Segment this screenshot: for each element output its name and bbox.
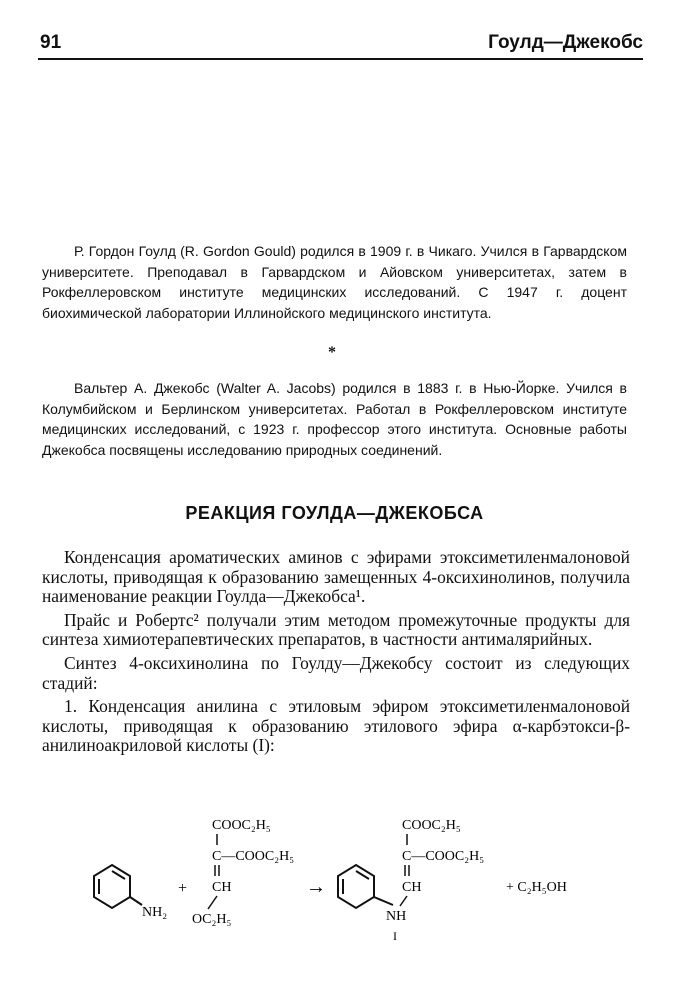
product-amine-bond — [400, 896, 407, 906]
section-title: РЕАКЦИЯ ГОУЛДА—ДЖЕКОБСА — [185, 503, 484, 523]
reagent-ethoxy: OC₂H₅ — [192, 912, 232, 927]
running-title: Гоулд—Джекобс — [488, 32, 643, 53]
product-ch: CH — [402, 880, 422, 895]
header-rule — [38, 58, 643, 60]
product-ring — [338, 865, 393, 908]
page-number: 91 — [40, 32, 62, 53]
product-nh: NH — [386, 909, 407, 924]
section-body — [42, 548, 630, 760]
biography-gould — [42, 241, 627, 323]
product-carbon: C—COOC₂H₅ — [402, 849, 485, 864]
paragraph-definition: Конденсация ароматических аминов с эфирами этоксиметиленмалоновой кислоты, приводящая к образованию замещенных 4-оксихинолинов, получила наименование реакции Гоулда—Джекобса¹. — [42, 547, 630, 607]
biography-jacobs — [42, 378, 627, 460]
reagent-ch: CH — [212, 880, 232, 895]
reaction-scheme — [60, 805, 660, 955]
aniline-amine-label: NH₂ — [142, 905, 168, 920]
biography-jacobs-text: Вальтер А. Джекобс (Walter A. Jacobs) родился в 1883 г. в Нью-Йорке. Учился в Колумбийском и Берлинском университетах. Работал в Рокфеллеровском институте медицинских исследований, с 1923 г. профессор этого института. Основные работы Джекобса посвящены исследованию природных соединений. — [42, 380, 627, 458]
byproduct-ethanol: + C₂H₅OH — [506, 880, 567, 895]
aniline-ring — [94, 865, 142, 908]
product-label: I — [393, 929, 397, 943]
plus-sign: + — [178, 880, 188, 897]
separator-asterisk: * — [328, 344, 336, 361]
reagent-carbon: C—COOC₂H₅ — [212, 849, 295, 864]
reagent-ester-top: COOC₂H₅ — [212, 818, 271, 833]
biography-gould-text: Р. Гордон Гоулд (R. Gordon Gould) родился в 1909 г. в Чикаго. Учился в Гарвардском университете. Преподавал в Гарвардском и Айовском университетах, затем в Рокфеллеровском институте медицинских исследований. С 1947 г. доцент биохимической лаборатории Иллинойского медицинского института. — [42, 243, 627, 321]
paragraph-stage-one: 1. Конденсация анилина с этиловым эфиром этоксиметиленмалоновой кислоты, приводящая к образованию этилового эфира α-карбэтокси-β-анилиноакриловой кислоты (I): — [42, 696, 630, 756]
paragraph-synthesis-stages: Синтез 4-оксихинолина по Гоулду—Джекобсу состоит из следующих стадий: — [42, 652, 630, 693]
paragraph-price-roberts: Прайс и Робертс² получали этим методом промежуточные продукты для синтеза химиотерапевтических препаратов, в частности антималярийных. — [42, 609, 630, 650]
reaction-arrow: → — [306, 876, 326, 898]
reagent-ethoxy-bond — [208, 896, 217, 909]
product-ester-top: COOC₂H₅ — [402, 818, 461, 833]
